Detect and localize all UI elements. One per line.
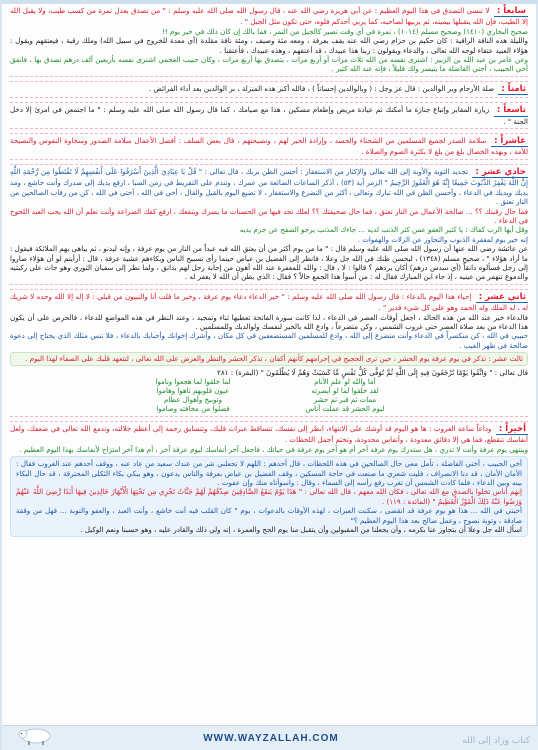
section-divider [10,76,528,82]
paragraph: أخي الحبيب ، أختي الفاضلة ، تأمل معي حال الصالحين في هذه اللحظات ، قال أحدهم : اللهم لا تجعلني شر من عندك سعيد من عاد عنه ، ووقف أحدهم عند الغروب فقال : الأمان الأمان ، قد دنا الانصراف ، فليت شعري ما صنعت في حاجة المسكين ، وقف الفضيل بن عياض بعرفة والناس يدعون ، وهو يبكي بكاء الثكلى المحترقة ، قد حال البكاء بينه وبين الدعاء ، فلما كادت الشمس أن تغرب رفع رأسه إلى السماء ، وقال : واسوأتاه منك وإن عفوت . [16,459,522,488]
paragraph: وينتهي يوم عرفة وأنت لا تدري ، هل ستدرك يوم عرفة آخر أم هو آخر يوم عرفة في حياتك ، فاجعل آخر أنفاسك ليوم عرفة آخر ، أم هذا آخر امتزاج لأنفاسك بهذا اليوم العظيم . [19,444,528,454]
document-body [10,6,528,537]
paragraph: لا تنسى التصدق في هذا اليوم العظيم : عن أبي هريرة رضي الله عنه ، قال رسول الله صلى الله عليه وسلم : " من تصدق بعدل تمرة من كسب طيب، ولا يقبل الله إلا الطيب، فإن الله يتقبلها بيمينه، ثم يربيها لصاحبه، كما يربي أحدكم فلوه، حتى تكون مثل الجبل " . [10,6,528,27]
paragraph: صلة الأرحام وبر الوالدين : قال عز وجل : ( وبالوالدين إحساناً ) ، فالله أكبر هذه المنزلة ، بر الوالدين بعد أداء الفرائض . [148,83,495,93]
paragraph: صحيح البخاري (١٤١٠) وصحيح مسلم (١٠١٤) ، تمرة في أي وقت تصير كالجبل من التمر ، فما بالك إن كان ذلك في خير يوم !! [162,26,528,36]
section-seventh [10,6,528,74]
section-divider [10,416,528,422]
paragraph: إنهم أناس تخلوا بالصدق مع الله تعالى ، فكان الله معهم ، قال الله تعالى : " هَذَا يَوْمُ يَنفَعُ الصَّادِقِينَ صِدْقُهُمْ لَهُمْ جَنَّاتٌ تَجْرِي مِن تَحْتِهَا الْأَنْهَارُ خَالِدِينَ فِيهَا أَبَدًا رَّضِيَ اللَّهُ عَنْهُمْ وَرَضُوا عَنْهُ ذَلِكَ الْفَوْزُ الْعَظِيمُ " (المائدة : ١١٩) . [16,487,522,506]
calligraphy-logo: كتاب وزاد إلى الله [462,736,530,746]
closing-box [10,456,528,537]
paragraph: إحياء هذا اليوم بالدعاء : قال رسول الله صلى الله عليه وسلم : " خير الدعاء دعاء يوم عرفة ، وخير ما قلت أنا والنبيون من قبلي : لا إله إلا الله وحده لا شريك له ، له الملك وله الحمد وهو على كل شيء قدير " . [10,291,528,313]
paragraph: وداعاً ساعة الغروب : ها هو اليوم قد أوشك على الانتهاء، انظر إلى نفسك، تتساقط عبرات قلبك، وتتسابق رحمة إلى أعظم جلالته، وتدمع الله تعالى في ضعفك، ولعل أنفاسك تنقطع، فما هي إلا دقائق معدودة ، وأنفاس محدودة، وتختم أجمل اللحظات . [10,424,528,445]
paragraph: والليلة هذه الناقة الراقية : كان حكيم بن حزام رضي الله عنه يقف بعرفة ، ومعه مئة وصيف ، ومئة ناقة مقلدة (أي معدة للخروج في سبيل الله) وملك رقبة ، فيعتقهم ويقول : هؤلاء العبيد عتقاء لوجه الله تعالى ، والدعاء ويقولون : ربنا هذا عبيدك ، قد أعتقهم ، وهذه عبيدك ، فأعتقنا . [10,36,528,55]
poem-line: فصلوا من مخافته وصاموا [156,405,230,413]
paragraph: تجديد التوبة والأوبة إلى الله تعالى والإكثار من الاستغفار : أحسن الظن بربك ، قال تعالى : " قُلْ يَا عِبَادِيَ الَّذِينَ أَسْرَفُوا عَلَى أَنفُسِهِمْ لَا تَقْنَطُوا مِن رَّحْمَةِ اللَّهِ إِنَّ اللَّهَ يَغْفِرُ الذُّنُوبَ جَمِيعًا إِنَّهُ هُوَ الْغَفُورُ الرَّحِيمُ " الزمر آية (٥٣) ، أذكر الساعات الضائعة من عمرك ، وتندم على التفريط في زمن الصبا ، ارفع يديك إلى صدرك وأنت خاشع ، ومد يديك ويديك في الدعاء ، وأحسن الظن في الله تبارك وتعالى ، أكثر من التضرع والاستغفار ، لا تضيع اليوم بالقيل والقال ، أخي في الله ، أختي في الله ، كن من رقاب الصالحين من النار تعتق . [10,166,528,207]
poem-verses [124,378,414,414]
footer-bar [2,725,538,750]
paragraph: حبيبي في الله ، كن منكسراً في الدعاء وأنت متضرع إلى الله ، وادع للمسلمين المستضعفين في كل مكان ، وأشرك إخوانك وأحبابك بالدعاء ، فلا تنس مثلك الذي يحتاج إلى دعوة صالحة في ظهر الغيب . [10,331,528,350]
quran-verse: قال تعالى : " وَاتَّقُوا يَوْمًا تُرْجَعُونَ فِيهِ إِلَى اللَّهِ ثُمَّ تُوَفَّى كُلُّ نَفْسٍ مَّا كَسَبَتْ وَهُمْ لَا يُظْلَمُونَ " (البقرة) : ٢٨١ [217,367,528,377]
section-header: عاشراً : [491,137,528,147]
paragraph: وعن عامر بن عبد الله بن الزبير : اشترى نفسه من الله ثلاث مرات أو أربع مرات ، يتصدق بها أربع مرات ، وكان حبيب العجمي اشترى نفسه بأربعين ألف درهم تصدق بها ، فانفق أخي الحبيب ، أختي الفاضلة ما يتيسر ولك قليلاً ، فإنه عند الله كثير . [10,55,528,74]
paragraph-box [10,352,528,365]
paragraph: وقل أيها الرب كفاك : يا كثير العفو عمن كثر الذنب لديه ... جاءك المذنب يرجو الصفح عن جرم يديه [239,225,528,235]
website-link[interactable]: WWW.WAYZALLAH.COM [203,733,339,744]
paragraph: إنه خير يوم لمغفرة الذنوب والتجاوز عن الزلات والهفوات . [357,234,528,244]
poem-line: ليوم الحشر قد عملت أناس [305,405,385,413]
section-divider [10,128,528,134]
section-tenth [10,136,528,157]
section-eighth [10,84,528,95]
paragraph: اسأل الله جل وعلا أن يتجاوز عنا بكرمه ، وأن يجعلنا من المقبولين وأن يتقبل منا يوم الحج والعمرة ، إنه ولي ذلك والقادر عليه ، وهو حسبنا ونعم الوكيل . [80,525,522,535]
poem-line: وتوبيخ وأهوال عظام [163,396,223,404]
section-finally [10,424,528,537]
section-header: أخيراً : [496,425,528,435]
paragraph: سلامة الصدر لجميع المسلمين من الشحناء والحسد ، وإرادة الخير لهم ، ونصيحتهم ، قال بعض السلف : أفضل الأعمال سلامة الصدور وسخاوة النفوس والنصيحة للأمة ، وبهذه الخصال بلغ من بلغ لا بكثرة الصوم والصلاة . [10,136,528,157]
section-divider [10,97,528,103]
paragraph: فما حال رقبتك ؟؟ ... صالحة الأعمال من النار تعتق ، فما حال صحيفتك ؟؟ لعلك تجد فيها من الحسنات ما يسرك وينفعك ، ارفع كفك الضراعة وأنت تعلم أن الله يحب العبد اللحوح في الدعاء . [10,206,528,225]
section-header: تاسعاً : [494,106,528,116]
poem-line: أما والله لو علم الأنام [314,378,376,386]
poem-line: لقد خلقوا لما لو أبصرته [311,387,379,395]
section-eleventh [10,167,528,282]
top-border [2,0,538,4]
section-header: ثامناً : [498,85,528,95]
paragraph: عن عائشة رضي الله عنها أن رسول الله صلى الله عليه وسلم قال : " ما من يوم أكثر من أن يعتق الله فيه عبداً من النار من يوم عرفة ، وإنه ليدنو ، ثم يباهي بهم الملائكة فيقول : ما أراد هؤلاء " ، صحيح مسلم (١٣٤٨) ، ليحسن ظنك في الله جل وعلا ، فانظر إلى الفضيل بن عياض حينما رأى تسبيح الناس وبكاءهم عشية عرفة ، قال : أرأيتم لو أن هؤلاء صاروا إلى رجل فسألوه دانقاً (أي سدس درهم) أكان يردهم ؟ قالوا : لا ، قال : والله للمغفرة عند الله أهون من إجابة رجل لهم بدانق ، ولما نظر إلى سفيان الثوري وهو جاث على ركبتيه والدموع تنهمر من عينيه ، إذ جاء ابن المبارك فقال له : من أسوأ هذا الجمع حالاً ؟ فقال : الذي يظن أن الله لا يغفر له . [10,244,528,282]
section-twelfth [10,292,528,414]
poem-line: عيون قلوبهم تاهوا وهاموا [156,387,230,395]
section-divider [10,284,528,290]
section-ninth [10,105,528,126]
paragraph: زيارة المقابر وإتباع جنازة ما أمكنك ثم عيادة مريض وإطعام مسكين ، هذا مع صيامك ، كما قال رسول الله صلى الله عليه وسلم : " ما اجتمعن في امرئ إلا دخل الجنة " . [10,105,528,126]
section-header: حادي عشر : [472,168,528,178]
poem-line: ممات ثم قبر ثم حشر [313,396,377,404]
section-divider [10,159,528,165]
poem-line: لما خلقوا لما هجعوا وناموا [155,378,231,386]
paragraph: ثالث عشر : تذكر في يوم عرفة يوم الحشر ، حين ترى الحجيج في إحرامهم كأنهم أكفان ، تذكر الحشر والنظر والعرض على الله تعالى ، لتتعهد قلبك على الصفاء لهذا اليوم . [25,354,523,364]
section-header: سابعاً : [494,7,528,17]
paragraph: فالدعاء خير عند الله من هذه الحالة ، اجعل أوقات العصر في الدعاء ، لذا كانت سورة الفاتحة تعطيها ثناء وتمجيد ، وعند النظر في هذه المواضع للدعاء ، فالحرص على أن يكون هذا الدعاء من بعد صلاة العصر حتى غروب الشمس ، وكن متضرعاً ، وادع الله بالخير لنفسك ولوالديك وللمسلمين . [10,312,528,331]
paragraph: أحبتي في الله ... هذا هو يوم عرفة قد انقضى ، سكنت العبرات ، لهذه الأوقات بالدعوات ، يوم " كان القلب فيه أنت خاشع ، وأنت العبد ، والعفو والتوبة ... فهل من وقفة صادقة ، وتوبة نصوح ، وعمل صالح بعد هذا اليوم العظيم ؟" [16,506,522,525]
section-header: ثاني عشر : [476,293,528,303]
